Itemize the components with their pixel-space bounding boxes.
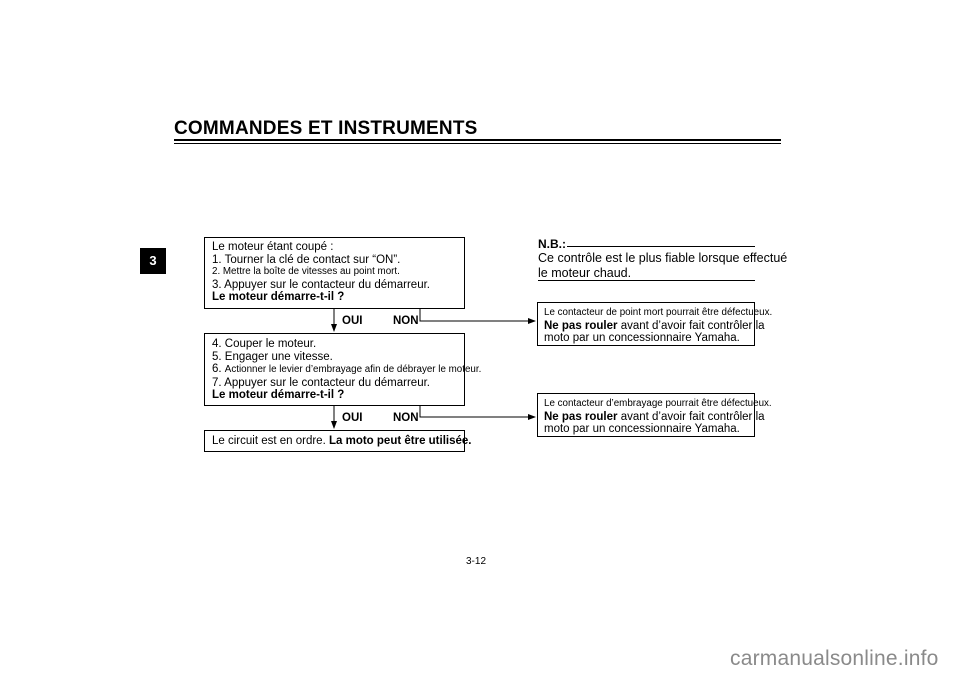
box1-line1: Le moteur étant coupé : xyxy=(212,241,334,253)
box2-line2: 5. Engager une vitesse. xyxy=(212,350,333,363)
note-text xyxy=(538,251,787,281)
box3-bold: La moto peut être utilisée. xyxy=(328,435,472,447)
box3-text: Le circuit est en ordre. xyxy=(212,435,326,447)
side1-line2-rest: avant d’avoir fait contrôler la xyxy=(620,319,765,332)
side-warning-box-2 xyxy=(537,393,772,437)
box2-line3-text: Actionner le levier d’embrayage afin de débrayer le moteur. xyxy=(224,364,482,375)
side2-line2-rest: avant d’avoir fait contrôler la xyxy=(620,410,765,423)
box2-line1: 4. Couper le moteur. xyxy=(212,338,317,350)
note-label: N.B.: xyxy=(538,237,566,251)
yes-label-1: OUI xyxy=(342,315,363,327)
note-line2: le moteur chaud. xyxy=(538,266,632,280)
flow-result-box xyxy=(204,430,472,452)
box1-question: Le moteur démarre-t-il ? xyxy=(212,291,345,303)
flow-step-box-1 xyxy=(204,237,465,309)
box1-line3: 2. Mettre la boîte de vitesses au point mort. xyxy=(212,266,400,277)
note-top-rule xyxy=(567,246,755,247)
flow-step-box-2 xyxy=(204,333,482,406)
box2-line3-num: 6. xyxy=(212,363,222,375)
side1-line3: moto par un concessionnaire Yamaha. xyxy=(544,332,740,344)
box2-line4: 7. Appuyer sur le contacteur du démarreur. xyxy=(212,376,430,389)
box1-line4: 3. Appuyer sur le contacteur du démarreur. xyxy=(212,278,430,291)
side2-bold: Ne pas rouler xyxy=(544,410,618,423)
note-bottom-rule xyxy=(538,280,755,281)
box2-question: Le moteur démarre-t-il ? xyxy=(212,389,345,401)
chapter-tab: 3 xyxy=(140,248,166,274)
yes-label-2: OUI xyxy=(342,412,363,424)
no-label-2: NON xyxy=(393,412,419,424)
no-label-1: NON xyxy=(393,315,419,327)
page-title: COMMANDES ET INSTRUMENTS xyxy=(174,118,478,139)
page-number: 3-12 xyxy=(466,556,487,567)
side1-bold: Ne pas rouler xyxy=(544,319,618,332)
side-warning-box-1 xyxy=(537,302,773,346)
side2-line3: moto par un concessionnaire Yamaha. xyxy=(544,423,740,435)
box1-line2: 1. Tourner la clé de contact sur “ON”. xyxy=(212,253,401,266)
note-line1: Ce contrôle est le plus fiable lorsque effectué xyxy=(538,251,788,265)
side1-line1: Le contacteur de point mort pourrait être défectueux. xyxy=(544,307,773,318)
side2-line1: Le contacteur d’embrayage pourrait être défectueux. xyxy=(544,398,772,409)
watermark-text: carmanualsonline.info xyxy=(730,647,939,670)
